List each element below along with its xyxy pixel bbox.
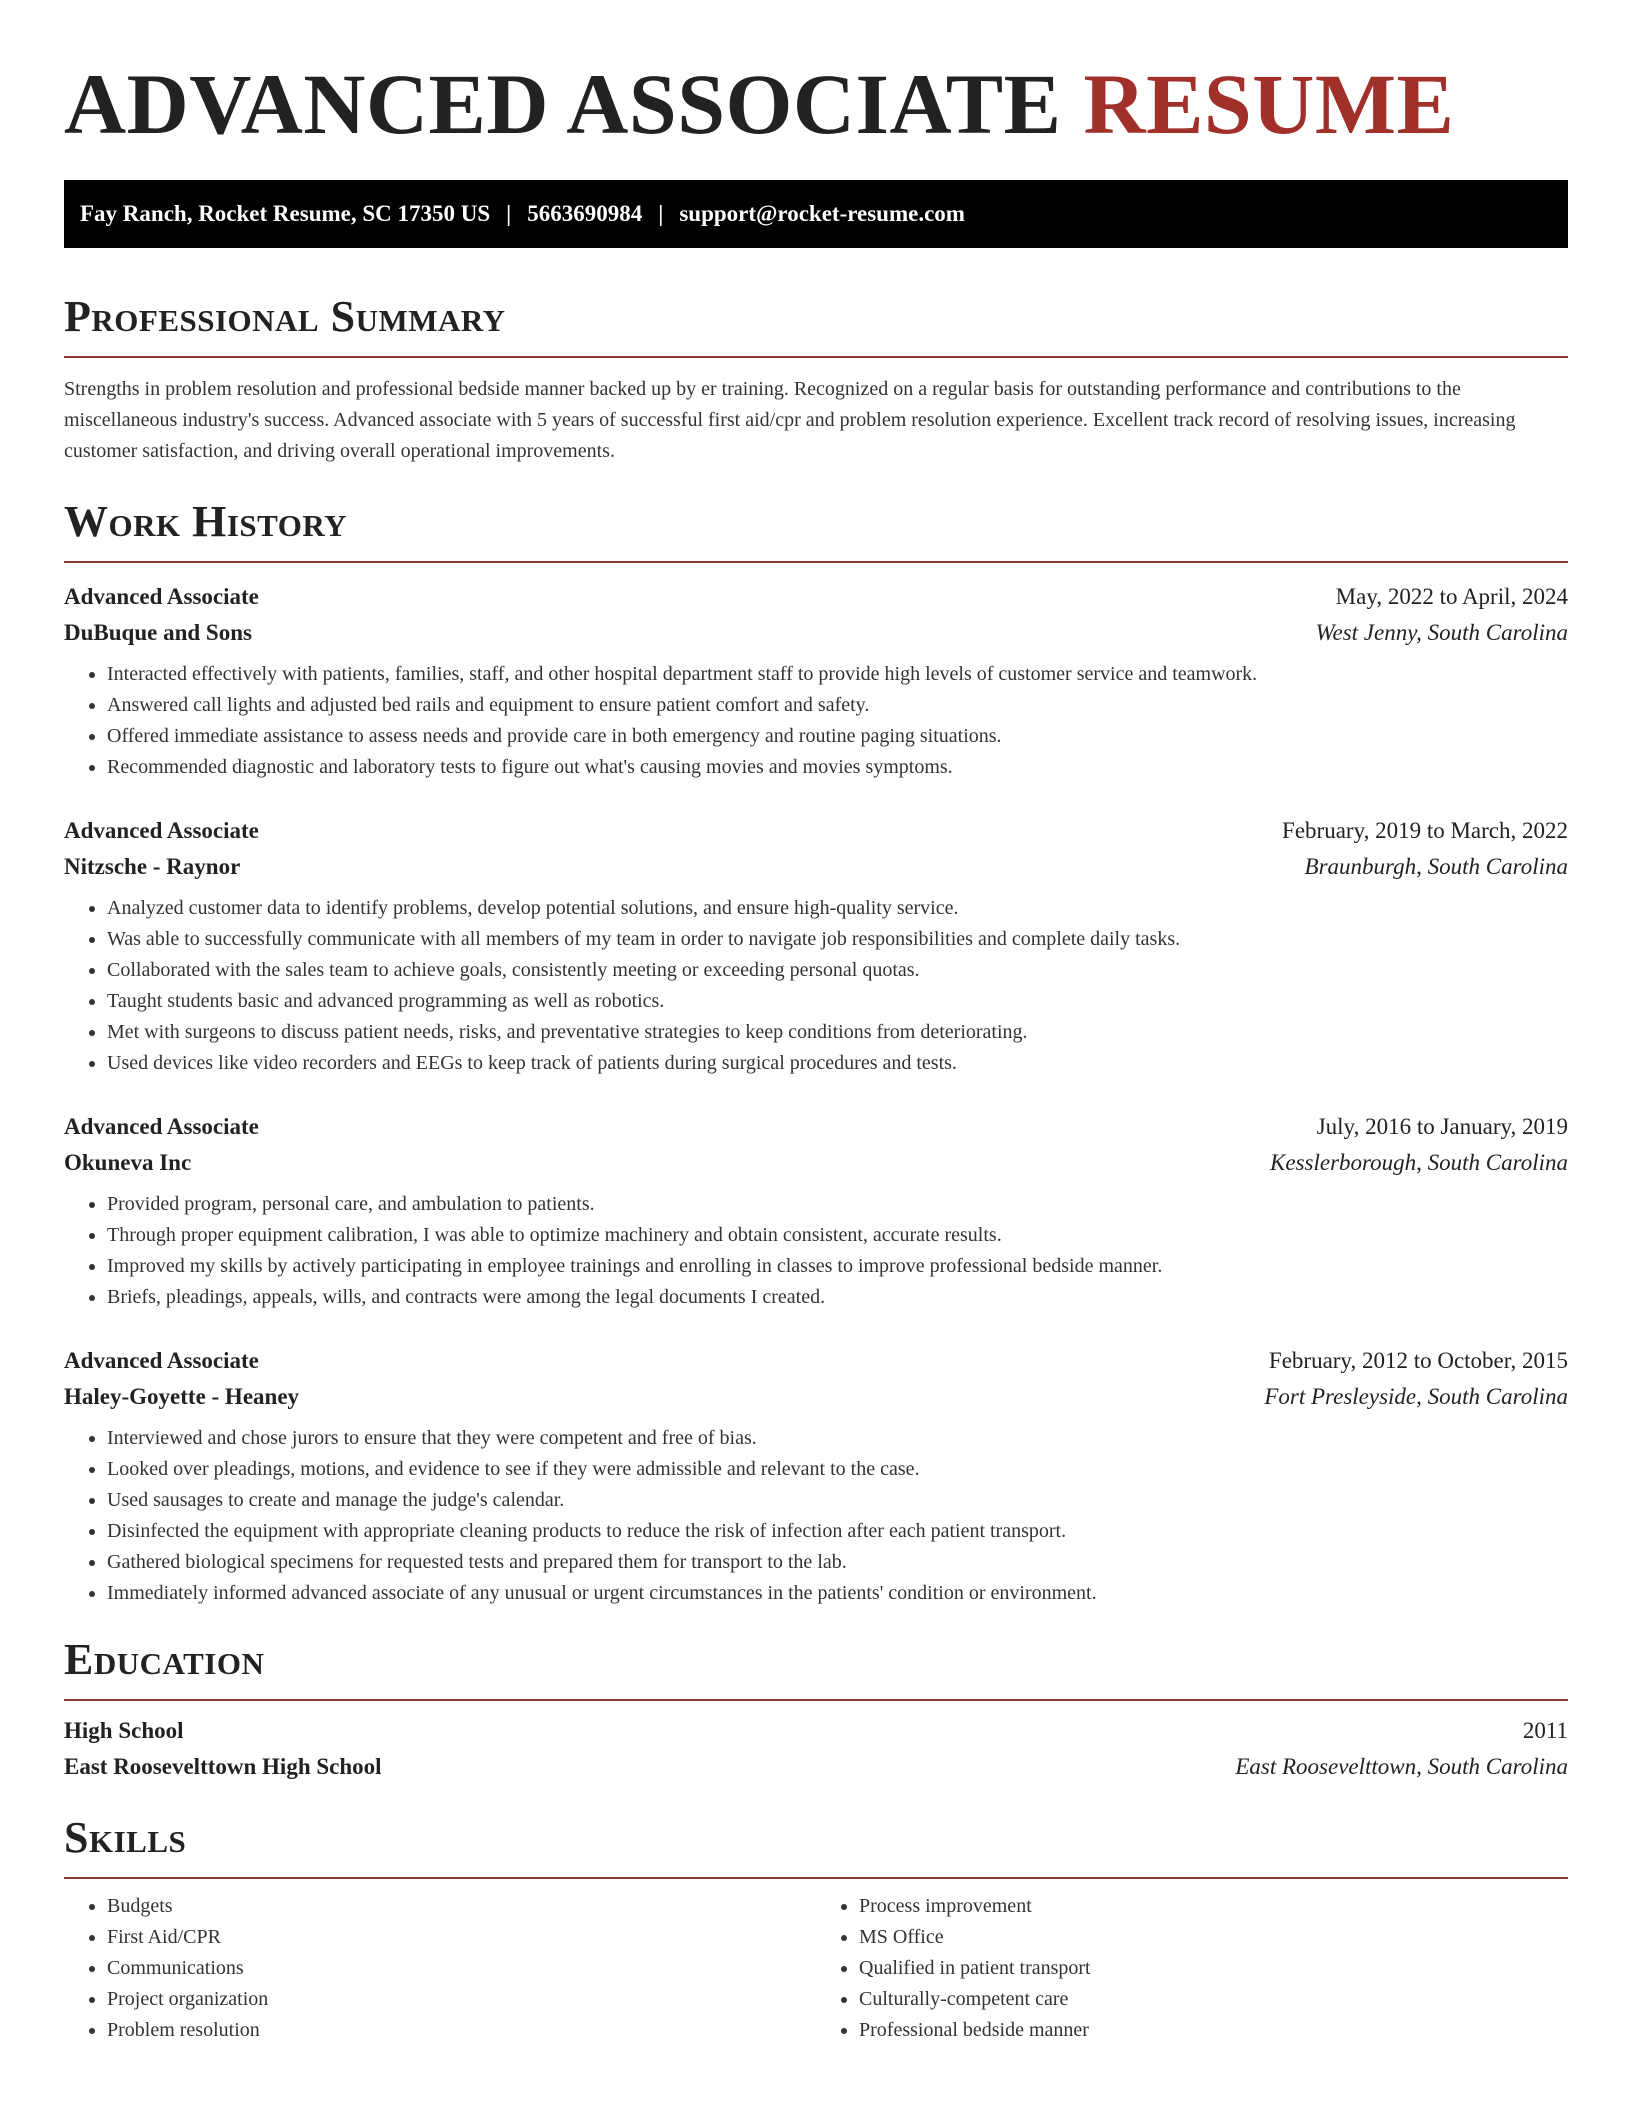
job-dates: July, 2016 to January, 2019 bbox=[1316, 1114, 1568, 1139]
job-bullet: • Briefs, pleadings, appeals, wills, and contracts were among the legal documents I created. bbox=[107, 1282, 1568, 1313]
skill-item: • Project organization bbox=[107, 1984, 816, 2015]
section-divider bbox=[64, 561, 1568, 563]
contact-separator: | bbox=[506, 201, 512, 226]
work-history-section bbox=[64, 497, 1568, 1609]
skills-section bbox=[64, 1813, 1568, 2046]
education-school: East Roosevelttown High School bbox=[64, 1754, 382, 1779]
job-company: Nitzsche - Raynor bbox=[64, 854, 241, 879]
job-bullet: • Analyzed customer data to identify problems, develop potential solutions, and ensure high-quality service. bbox=[107, 893, 1568, 924]
job-title-row bbox=[64, 813, 1568, 849]
section-divider bbox=[64, 356, 1568, 358]
job-company-row bbox=[64, 1145, 1568, 1181]
job-bullet: • Collaborated with the sales team to achieve goals, consistently meeting or exceeding personal quotas. bbox=[107, 955, 1568, 986]
job-title-row bbox=[64, 1343, 1568, 1379]
title-accent: RESUME bbox=[1083, 56, 1455, 152]
job-title-row bbox=[64, 1109, 1568, 1145]
job-bullet: • Immediately informed advanced associate of any unusual or urgent circumstances in the patients' condition or environment. bbox=[107, 1578, 1568, 1609]
job-bullets bbox=[64, 659, 1568, 783]
job-title: Advanced Associate bbox=[64, 584, 259, 609]
job-bullet: • Interacted effectively with patients, families, staff, and other hospital department staff to provide high levels of customer service and teamwork. bbox=[107, 659, 1568, 690]
education-year: 2011 bbox=[1522, 1718, 1568, 1743]
job-company-row bbox=[64, 1379, 1568, 1415]
job-location: Braunburgh, South Carolina bbox=[1304, 854, 1568, 879]
job-company-row bbox=[64, 849, 1568, 885]
skill-item: • Problem resolution bbox=[107, 2015, 816, 2046]
job-bullet: • Used devices like video recorders and EEGs to keep track of patients during surgical procedures and tests. bbox=[107, 1048, 1568, 1079]
job-bullet: • Taught students basic and advanced programming as well as robotics. bbox=[107, 986, 1568, 1017]
section-divider bbox=[64, 1699, 1568, 1701]
skills-list-left bbox=[64, 1891, 816, 2046]
job-location: West Jenny, South Carolina bbox=[1315, 620, 1568, 645]
job-company-row bbox=[64, 615, 1568, 651]
job-title: Advanced Associate bbox=[64, 1348, 259, 1373]
skill-item: • MS Office bbox=[859, 1922, 1568, 1953]
job-entry bbox=[64, 813, 1568, 1079]
job-bullet: • Offered immediate assistance to assess needs and provide care in both emergency and routine paging situations. bbox=[107, 721, 1568, 752]
skill-item: • Budgets bbox=[107, 1891, 816, 1922]
education-degree: High School bbox=[64, 1718, 184, 1743]
job-company: Okuneva Inc bbox=[64, 1150, 192, 1175]
education-location: East Roosevelttown, South Carolina bbox=[1235, 1754, 1568, 1779]
job-location: Kesslerborough, South Carolina bbox=[1270, 1150, 1568, 1175]
job-entry bbox=[64, 1109, 1568, 1313]
job-entry bbox=[64, 579, 1568, 783]
job-bullet: • Disinfected the equipment with appropriate cleaning products to reduce the risk of infection after each patient transport. bbox=[107, 1516, 1568, 1547]
skill-item: • Communications bbox=[107, 1953, 816, 1984]
job-bullets bbox=[64, 893, 1568, 1079]
job-location: Fort Presleyside, South Carolina bbox=[1264, 1384, 1568, 1409]
job-bullets bbox=[64, 1189, 1568, 1313]
job-bullets bbox=[64, 1423, 1568, 1609]
section-heading-summary: Professional Summary bbox=[64, 292, 506, 341]
skill-item: • Process improvement bbox=[859, 1891, 1568, 1922]
job-bullet: • Answered call lights and adjusted bed rails and equipment to ensure patient comfort and safety. bbox=[107, 690, 1568, 721]
summary-section bbox=[64, 292, 1568, 467]
job-bullet: • Provided program, personal care, and ambulation to patients. bbox=[107, 1189, 1568, 1220]
section-divider bbox=[64, 1877, 1568, 1879]
job-dates: February, 2012 to October, 2015 bbox=[1268, 1348, 1568, 1373]
section-heading-work: Work History bbox=[64, 497, 348, 546]
section-heading-skills: Skills bbox=[64, 1813, 187, 1862]
job-bullet: • Improved my skills by actively participating in employee trainings and enrolling in classes to improve professional bedside manner. bbox=[107, 1251, 1568, 1282]
skill-item: • First Aid/CPR bbox=[107, 1922, 816, 1953]
job-entry bbox=[64, 1343, 1568, 1609]
job-bullet: • Used sausages to create and manage the judge's calendar. bbox=[107, 1485, 1568, 1516]
job-bullet: • Was able to successfully communicate with all members of my team in order to navigate job responsibilities and complete daily tasks. bbox=[107, 924, 1568, 955]
skills-list-right bbox=[816, 1891, 1568, 2046]
education-row bbox=[64, 1713, 1568, 1749]
contact-email[interactable]: support@rocket-resume.com bbox=[679, 201, 965, 226]
job-bullet: • Looked over pleadings, motions, and evidence to see if they were admissible and relevant to the case. bbox=[107, 1454, 1568, 1485]
skills-grid bbox=[64, 1891, 1568, 2046]
section-heading-education: Education bbox=[64, 1635, 265, 1684]
skill-item: • Qualified in patient transport bbox=[859, 1953, 1568, 1984]
job-bullet: • Recommended diagnostic and laboratory tests to figure out what's causing movies and movies symptoms. bbox=[107, 752, 1568, 783]
contact-bar bbox=[64, 180, 1568, 248]
education-row bbox=[64, 1749, 1568, 1785]
title-main: ADVANCED ASSOCIATE bbox=[64, 56, 1062, 152]
job-bullet: • Met with surgeons to discuss patient needs, risks, and preventative strategies to keep conditions from deteriorating. bbox=[107, 1017, 1568, 1048]
job-bullet: • Interviewed and chose jurors to ensure that they were competent and free of bias. bbox=[107, 1423, 1568, 1454]
education-section bbox=[64, 1635, 1568, 1785]
skill-item: • Culturally-competent care bbox=[859, 1984, 1568, 2015]
job-bullet: • Through proper equipment calibration, I was able to optimize machinery and obtain consistent, accurate results. bbox=[107, 1220, 1568, 1251]
skill-item: • Professional bedside manner bbox=[859, 2015, 1568, 2046]
job-dates: May, 2022 to April, 2024 bbox=[1335, 584, 1568, 609]
contact-address: Fay Ranch, Rocket Resume, SC 17350 US bbox=[80, 201, 491, 226]
job-company: DuBuque and Sons bbox=[64, 620, 252, 645]
contact-phone[interactable]: 5663690984 bbox=[527, 201, 643, 226]
summary-text: Strengths in problem resolution and professional bedside manner backed up by er training. Recognized on a regular basis for outstanding performance and contributions to the miscellaneous industry's success. Advanced associate with 5 years of successful first aid/cpr and problem resolution experience. Excellent track record of resolving issues, increasing customer satisfaction, and driving overall operational improvements. bbox=[64, 378, 1516, 462]
contact-separator: | bbox=[658, 201, 664, 226]
job-bullet: • Gathered biological specimens for requested tests and prepared them for transport to the lab. bbox=[107, 1547, 1568, 1578]
job-title-row bbox=[64, 579, 1568, 615]
job-company: Haley-Goyette - Heaney bbox=[64, 1384, 300, 1409]
job-title: Advanced Associate bbox=[64, 818, 259, 843]
job-dates: February, 2019 to March, 2022 bbox=[1282, 818, 1568, 843]
resume-title bbox=[64, 58, 1568, 150]
job-title: Advanced Associate bbox=[64, 1114, 259, 1139]
